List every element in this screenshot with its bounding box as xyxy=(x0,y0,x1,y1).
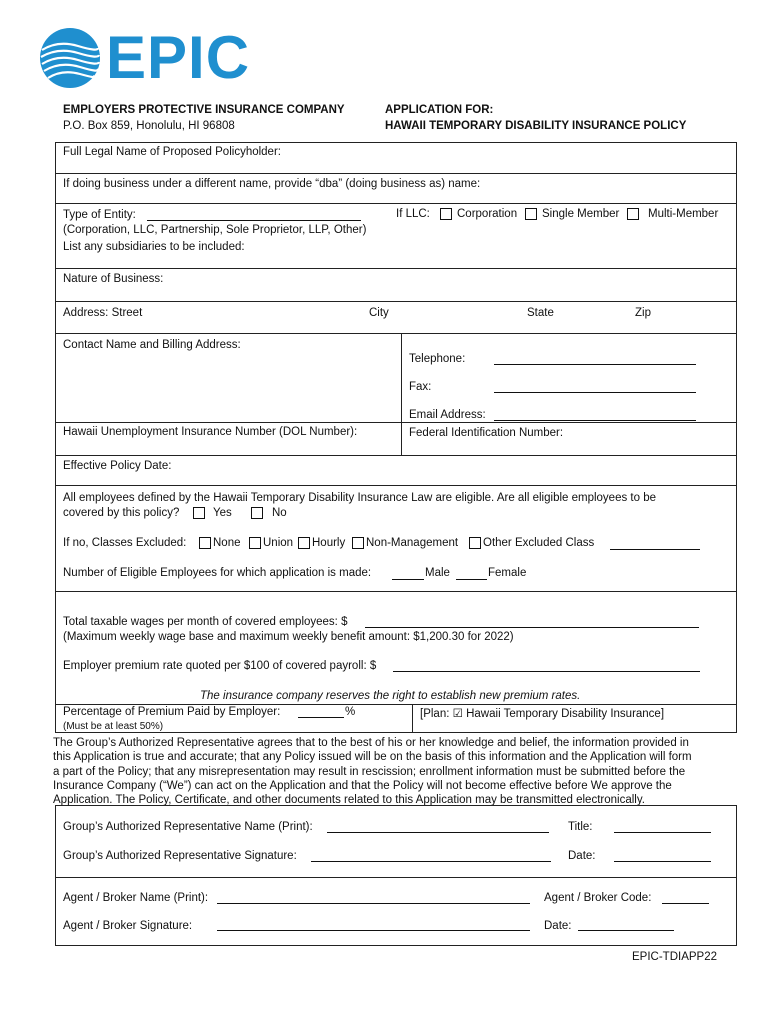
agreement-line-1: The Group’s Authorized Representative agrees that to the best of his or her knowledge and belief, the information provided in xyxy=(53,737,689,749)
excluded-none-checkbox[interactable] xyxy=(199,537,211,549)
female-count-field[interactable] xyxy=(456,579,487,580)
covered-no-label: No xyxy=(272,507,287,519)
other-class-field[interactable] xyxy=(610,549,700,550)
rep-date-label: Date: xyxy=(568,850,596,862)
percentage-label: Percentage of Premium Paid by Employer: xyxy=(63,706,281,718)
excluded-other-checkbox[interactable] xyxy=(469,537,481,549)
agreement-line-3: a part of the Policy; that any misrepresentation may result in rescission; enrollment information must be submitted before the xyxy=(53,765,686,778)
logo-text: EPIC xyxy=(106,24,251,91)
excluded-union-label: Union xyxy=(263,537,294,549)
nature-of-business-label[interactable]: Nature of Business: xyxy=(63,273,164,285)
entity-type-label: Type of Entity: xyxy=(63,209,136,221)
male-count-field[interactable] xyxy=(392,579,424,580)
male-label: Male xyxy=(425,567,450,579)
percent-sign: % xyxy=(345,706,356,718)
policy-title: HAWAII TEMPORARY DISABILITY INSURANCE POLICY xyxy=(385,120,687,132)
address-street-label[interactable]: Address: Street xyxy=(63,307,143,319)
percentage-field[interactable] xyxy=(298,717,344,718)
agreement-line-5: Application. The Policy, Certificate, and other documents related to this Application may be transmitted electronically. xyxy=(53,794,645,807)
company-address: P.O. Box 859, Honolulu, HI 96808 xyxy=(63,120,235,132)
excluded-union-checkbox[interactable] xyxy=(249,537,261,549)
excluded-non-management-checkbox[interactable] xyxy=(352,537,364,549)
rep-name-label: Group’s Authorized Representative Name (Print): xyxy=(63,821,313,833)
llc-multi-member-checkbox[interactable] xyxy=(627,208,639,220)
form-code: EPIC-TDIAPP22 xyxy=(632,951,717,963)
dba-label[interactable]: If doing business under a different name, provide “dba” (doing business as) name: xyxy=(63,178,481,190)
entity-type-field[interactable] xyxy=(147,220,361,221)
ui-number-label[interactable]: Hawaii Unemployment Insurance Number (DOL Number): xyxy=(63,426,358,438)
covered-yes-label: Yes xyxy=(213,507,232,519)
wages-label: Total taxable wages per month of covered employees: $ xyxy=(63,616,348,628)
rep-name-field[interactable] xyxy=(327,832,549,833)
rep-title-label: Title: xyxy=(568,821,593,833)
wages-field[interactable] xyxy=(365,627,699,628)
email-label: Email Address: xyxy=(409,409,486,421)
classes-excluded-label: If no, Classes Excluded: xyxy=(63,537,187,549)
minimum-note: (Must be at least 50%) xyxy=(63,721,164,732)
fein-label[interactable]: Federal Identification Number: xyxy=(409,427,564,439)
premium-rate-field[interactable] xyxy=(393,671,700,672)
agent-signature-field[interactable] xyxy=(217,930,530,931)
agent-date-field[interactable] xyxy=(578,930,674,931)
agent-signature-label: Agent / Broker Signature: xyxy=(63,920,193,932)
wage-base-note: (Maximum weekly wage base and maximum weekly benefit amount: $1,200.30 for 2022) xyxy=(63,631,514,643)
llc-corporation-label: Corporation xyxy=(457,208,518,220)
llc-single-member-label: Single Member xyxy=(542,208,620,220)
agent-name-label: Agent / Broker Name (Print): xyxy=(63,892,209,904)
telephone-field[interactable] xyxy=(494,364,696,365)
plan-label: [Plan: ☑ Hawaii Temporary Disability Insurance] xyxy=(420,708,665,720)
excluded-hourly-checkbox[interactable] xyxy=(298,537,310,549)
covered-yes-checkbox[interactable] xyxy=(193,507,205,519)
rep-signature-label: Group’s Authorized Representative Signature: xyxy=(63,850,297,862)
effective-date-label[interactable]: Effective Policy Date: xyxy=(63,460,172,472)
agent-code-field[interactable] xyxy=(662,903,709,904)
rep-signature-field[interactable] xyxy=(311,861,551,862)
contact-billing-label[interactable]: Contact Name and Billing Address: xyxy=(63,339,241,351)
premium-rate-label: Employer premium rate quoted per $100 of covered payroll: $ xyxy=(63,660,377,672)
telephone-label: Telephone: xyxy=(409,353,466,365)
zip-label[interactable]: Zip xyxy=(635,307,651,319)
if-llc-label: If LLC: xyxy=(396,208,430,220)
entity-type-hint: (Corporation, LLC, Partnership, Sole Proprietor, LLP, Other) xyxy=(63,224,367,236)
agreement-line-2: this Application is true and accurate; that any Policy issued will be on the basis of this information and the Application will form xyxy=(53,751,692,764)
subsidiaries-label[interactable]: List any subsidiaries to be included: xyxy=(63,241,245,253)
globe-waves-icon xyxy=(40,28,100,88)
excluded-hourly-label: Hourly xyxy=(312,537,346,549)
female-label: Female xyxy=(488,567,527,579)
agreement-line-4: Insurance Company (“We”) can act on the Application and that the Policy will not become effective before We approve the xyxy=(53,779,672,792)
agent-date-label: Date: xyxy=(544,920,572,932)
llc-single-member-checkbox[interactable] xyxy=(525,208,537,220)
llc-corporation-checkbox[interactable] xyxy=(440,208,452,220)
agent-code-label: Agent / Broker Code: xyxy=(544,892,652,904)
rep-date-field[interactable] xyxy=(614,861,711,862)
application-for-label: APPLICATION FOR: xyxy=(385,104,494,116)
eligible-line-1: All employees defined by the Hawaii Temporary Disability Insurance Law are eligible. Are all eligible employees to be xyxy=(63,492,656,504)
agent-name-field[interactable] xyxy=(217,903,530,904)
agreement-text xyxy=(53,736,737,807)
fax-field[interactable] xyxy=(494,392,696,393)
excluded-non-management-label: Non-Management xyxy=(366,537,459,549)
llc-multi-member-label: Multi-Member xyxy=(648,208,719,220)
city-label[interactable]: City xyxy=(369,307,389,319)
fax-label: Fax: xyxy=(409,381,432,393)
rep-title-field[interactable] xyxy=(614,832,711,833)
state-label[interactable]: State xyxy=(527,307,554,319)
excluded-other-label: Other Excluded Class xyxy=(483,537,595,549)
company-name: EMPLOYERS PROTECTIVE INSURANCE COMPANY xyxy=(63,104,345,116)
eligible-line-2: covered by this policy? xyxy=(63,507,180,519)
legal-name-label[interactable]: Full Legal Name of Proposed Policyholder: xyxy=(63,146,281,158)
covered-no-checkbox[interactable] xyxy=(251,507,263,519)
reserve-note: The insurance company reserves the right to establish new premium rates. xyxy=(200,690,581,702)
eligible-count-label: Number of Eligible Employees for which application is made: xyxy=(63,567,372,579)
excluded-none-label: None xyxy=(213,537,241,549)
email-field[interactable] xyxy=(494,420,696,421)
